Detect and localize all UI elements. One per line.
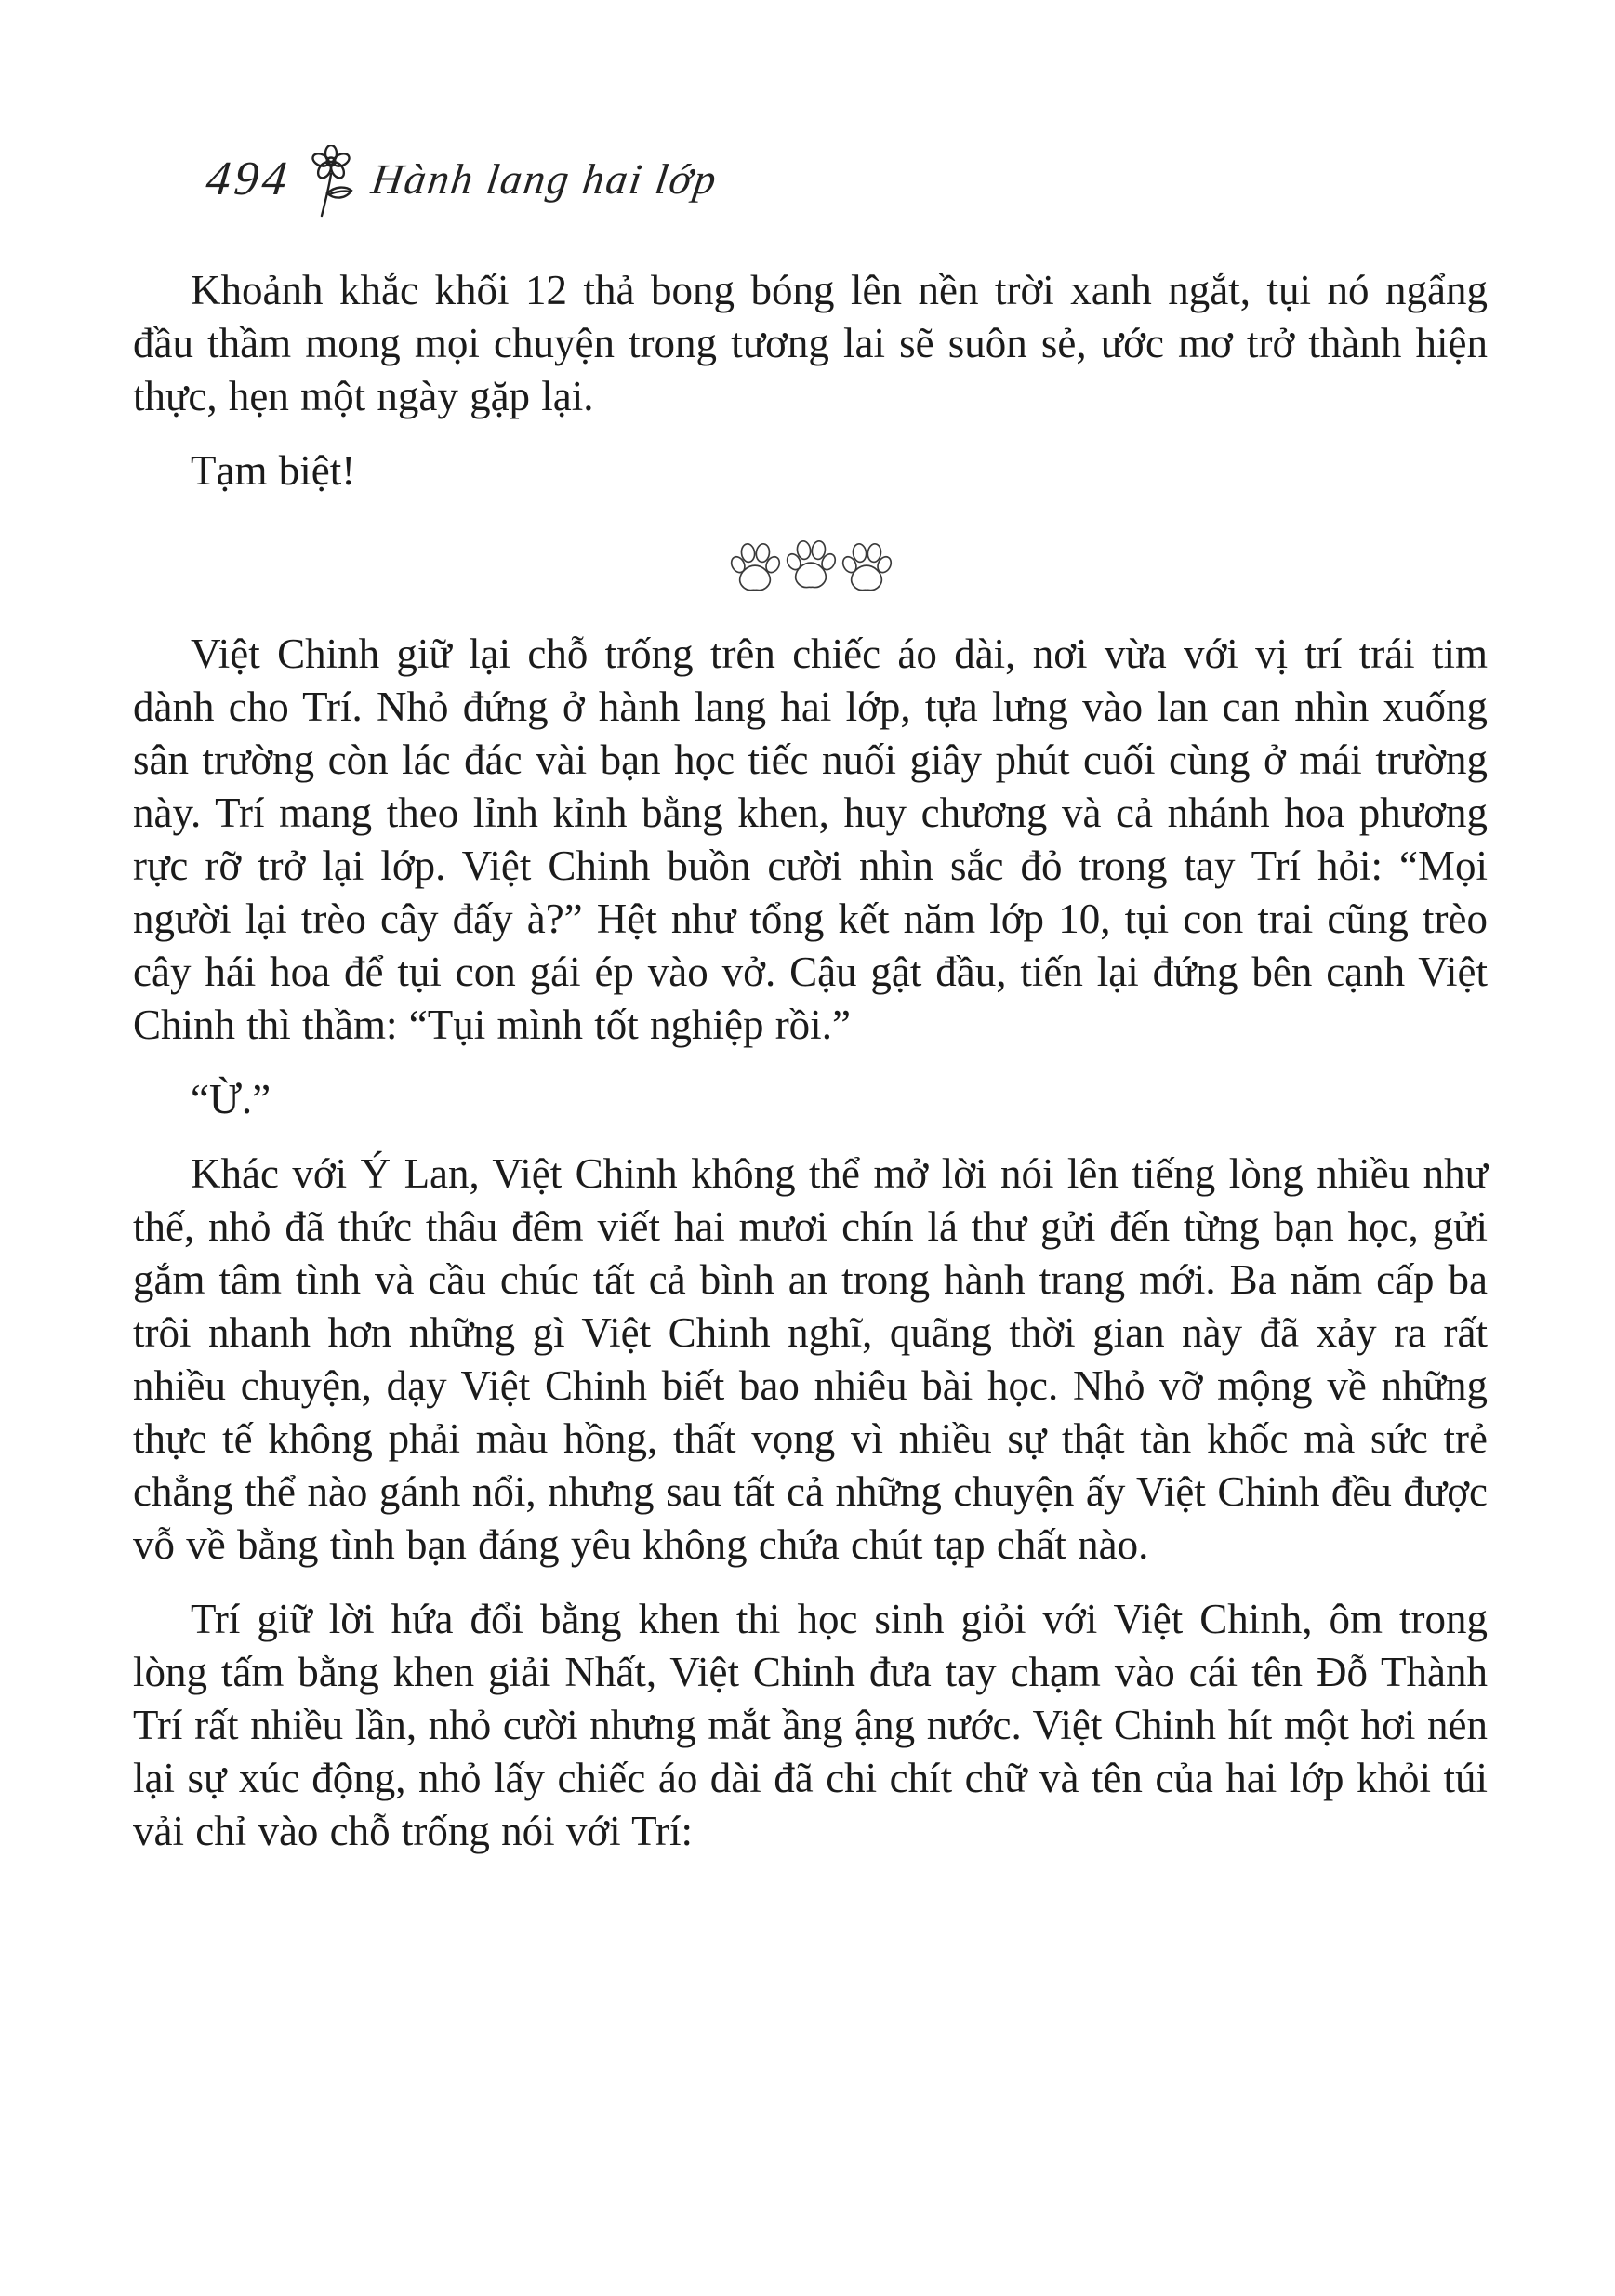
page-number: 494 xyxy=(204,153,294,206)
text-block xyxy=(133,264,1488,1879)
paw-print-icon xyxy=(841,540,893,594)
paragraph: Tạm biệt! xyxy=(191,447,356,494)
paragraph: Khoảnh khắc khối 12 thả bong bóng lên nền trời xanh ngắt, tụi nó ngẩng đầu thầm mong mọi chuyện trong tương lai sẽ suôn sẻ, ước mơ trở thành hiện thực, hẹn một ngày gặp lại. xyxy=(133,267,1488,419)
paw-print-icon xyxy=(785,538,837,591)
running-header xyxy=(204,139,721,219)
paragraph: “Ừ.” xyxy=(191,1076,271,1122)
paragraph: Khác với Ý Lan, Việt Chinh không thể mở lời nói lên tiếng lòng nhiều như thế, nhỏ đã thức thâu đêm viết hai mươi chín lá thư gửi đến từng bạn học, gửi gắm tâm tình và cầu chúc tất cả bình an trong hành trang mới. Ba năm cấp ba trôi nhanh hơn những gì Việt Chinh nghĩ, quãng thời gian này đã xảy ra rất nhiều chuyện, dạy Việt Chinh biết bao nhiêu bài học. Nhỏ vỡ mộng về những thực tế không phải màu hồng, thất vọng vì nhiều sự thật tàn khốc mà sức trẻ chẳng thể nào gánh nổi, nhưng sau tất cả những chuyện ấy Việt Chinh đều được vỗ về bằng tình bạn đáng yêu không chứa chút tạp chất nào. xyxy=(133,1150,1488,1568)
paw-print-icon xyxy=(729,540,781,594)
chapter-title: Hành lang hai lớp xyxy=(368,155,721,203)
flower-icon xyxy=(307,145,355,219)
paragraph: Trí giữ lời hứa đổi bằng khen thi học sinh giỏi với Việt Chinh, ôm trong lòng tấm bằng khen giải Nhất, Việt Chinh đưa tay chạm vào cái tên Đỗ Thành Trí rất nhiều lần, nhỏ cười nhưng mắt ầng ậng nước. Việt Chinh hít một hơi nén lại sự xúc động, nhỏ lấy chiếc áo dài đã chi chít chữ và tên của hai lớp khỏi túi vải chỉ vào chỗ trống nói với Trí: xyxy=(133,1596,1488,1854)
paw-print-divider xyxy=(133,538,1488,594)
paragraph: Việt Chinh giữ lại chỗ trống trên chiếc áo dài, nơi vừa với vị trí trái tim dành cho Trí. Nhỏ đứng ở hành lang hai lớp, tựa lưng vào lan can nhìn xuống sân trường còn lác đác vài bạn học tiếc nuối giây phút cuối cùng ở mái trường này. Trí mang theo lỉnh kỉnh bằng khen, huy chương và cả nhánh hoa phương rực rỡ trở lại lớp. Việt Chinh buồn cười nhìn sắc đỏ trong tay Trí hỏi: “Mọi người lại trèo cây đấy à?” Hệt như tổng kết năm lớp 10, tụi con trai cũng trèo cây hái hoa để tụi con gái ép vào vở. Cậu gật đầu, tiến lại đứng bên cạnh Việt Chinh thì thầm: “Tụi mình tốt nghiệp rồi.” xyxy=(133,630,1488,1048)
